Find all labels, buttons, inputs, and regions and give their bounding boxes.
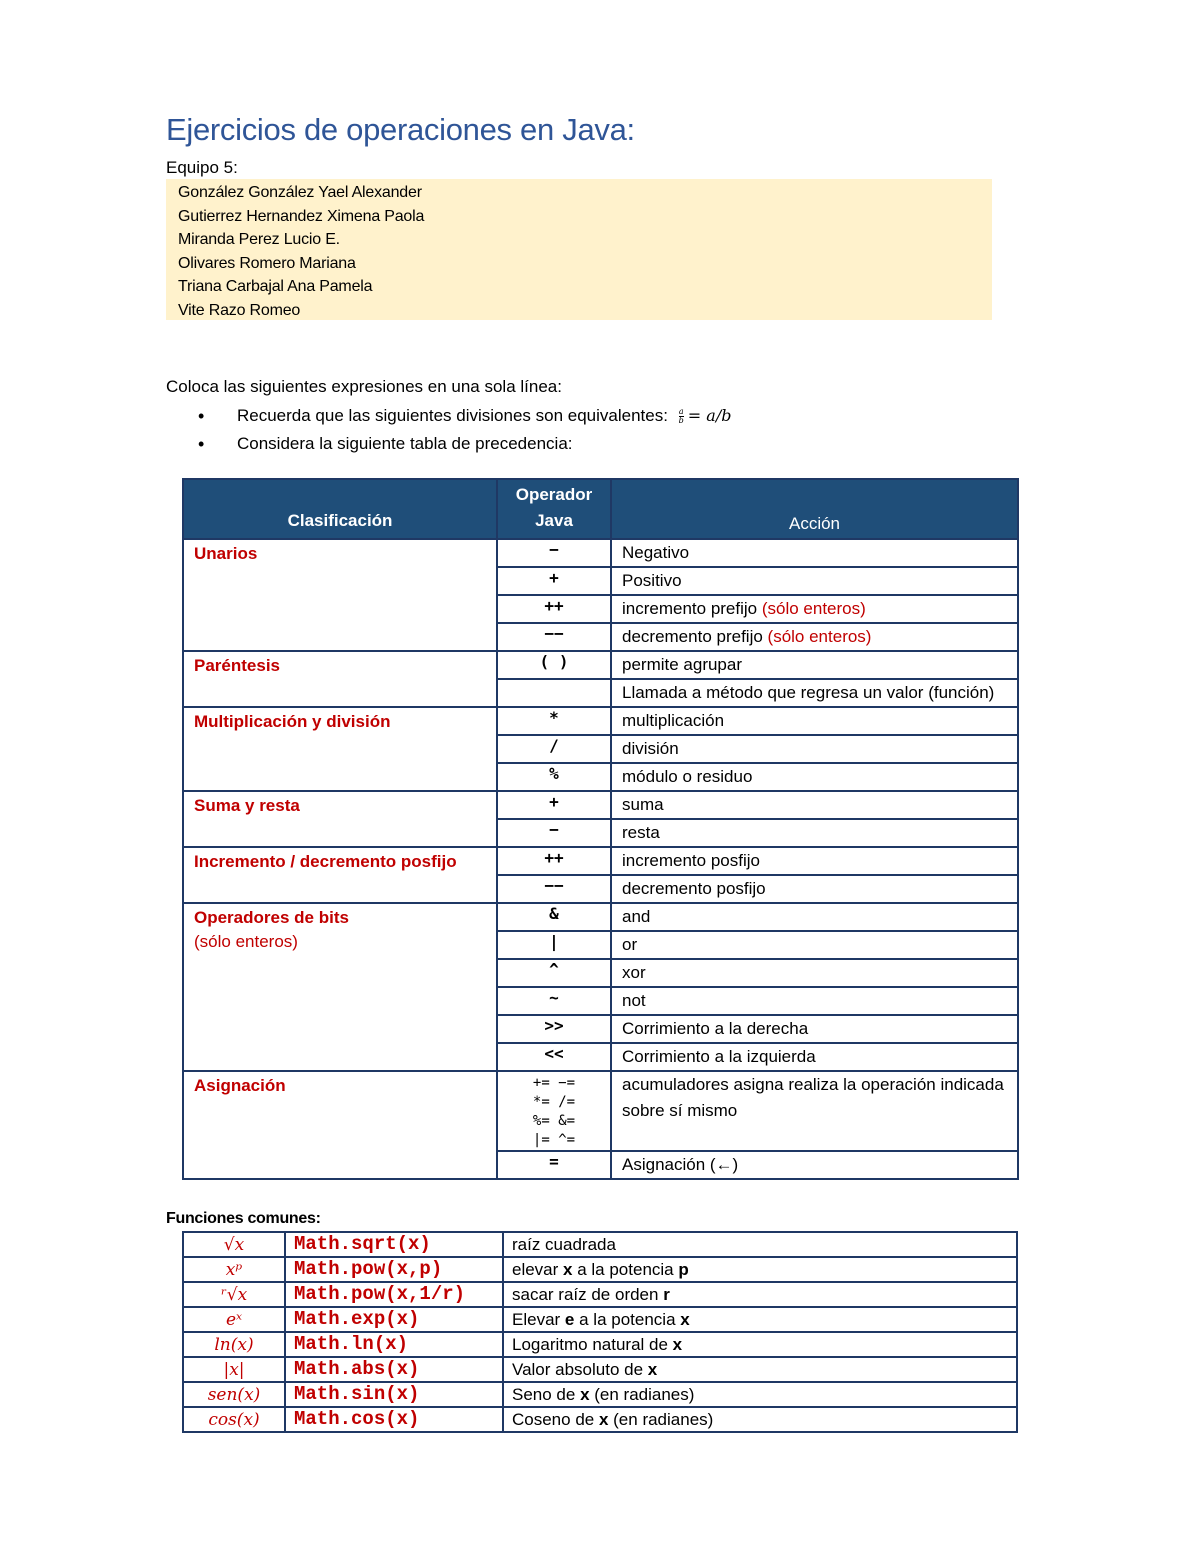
function-row <box>183 1282 1017 1307</box>
classification-cell <box>183 791 497 847</box>
precedence-row <box>183 791 1018 819</box>
action-text: suma <box>622 795 664 814</box>
action-cell <box>611 651 1018 679</box>
action-text: Negativo <box>622 543 690 562</box>
operator-cell: = <box>497 1151 611 1179</box>
math-symbol: eˣ <box>183 1307 285 1332</box>
action-text: xor <box>622 963 646 982</box>
action-text: módulo o residuo <box>622 767 753 786</box>
classification-name: Multiplicación y división <box>194 712 391 731</box>
team-member: Gutierrez Hernandez Ximena Paola <box>178 207 425 225</box>
fraction-numerator: a <box>678 407 684 417</box>
header-clasificacion: Clasificación <box>183 479 497 539</box>
description-text: Coseno de <box>512 1409 599 1429</box>
operator-cell: << <box>497 1043 611 1071</box>
action-text: Llamada a método que regresa un valor (función) <box>622 683 995 702</box>
java-code: Math.ln(x) <box>285 1332 503 1357</box>
action-cell <box>611 1015 1018 1043</box>
action-cell <box>611 679 1018 707</box>
action-cell <box>611 707 1018 735</box>
operator-cell: −− <box>497 623 611 651</box>
function-description <box>503 1282 1017 1307</box>
action-text: división <box>622 739 679 758</box>
description-text: (en radianes) <box>589 1384 695 1404</box>
action-cell <box>611 1151 1018 1179</box>
action-cell <box>611 987 1018 1015</box>
function-description <box>503 1257 1017 1282</box>
precedence-row <box>183 539 1018 567</box>
java-code: Math.abs(x) <box>285 1357 503 1382</box>
team-member: Vite Razo Romeo <box>178 301 301 319</box>
operator-line: += −= <box>532 1075 576 1091</box>
team-members-box <box>166 179 992 320</box>
description-text: Seno de <box>512 1384 581 1404</box>
classification-cell <box>183 539 497 651</box>
operator-cell: ~ <box>497 987 611 1015</box>
description-text: raíz cuadrada <box>512 1234 616 1254</box>
action-text: resta <box>622 823 660 842</box>
action-cell <box>611 1043 1018 1071</box>
team-member: Triana Carbajal Ana Pamela <box>178 278 373 295</box>
action-cell <box>611 539 1018 567</box>
team-member: González González Yael Alexander <box>178 184 422 201</box>
instructions-list <box>198 402 731 458</box>
operator-cell: −− <box>497 875 611 903</box>
operator-cell: − <box>497 539 611 567</box>
bullet-text: Recuerda que las siguientes divisiones son equivalentes: <box>237 406 668 425</box>
operator-cell <box>497 679 611 707</box>
description-variable: x <box>580 1384 590 1404</box>
action-cell <box>611 931 1018 959</box>
action-text: Corrimiento a la izquierda <box>622 1047 816 1066</box>
action-cell <box>611 595 1018 623</box>
operator-cell: + <box>497 791 611 819</box>
description-variable: r <box>663 1284 670 1304</box>
description-text: Logaritmo natural de <box>512 1334 673 1354</box>
math-symbol: sen(x) <box>183 1382 285 1407</box>
bullet-precedence: • Considera la siguiente tabla de precedencia: <box>198 430 731 458</box>
action-cell <box>611 819 1018 847</box>
classification-cell <box>183 651 497 707</box>
operator-cell <box>497 1071 611 1151</box>
function-row <box>183 1407 1017 1432</box>
java-code: Math.pow(x,1/r) <box>285 1282 503 1307</box>
description-text: a la potencia <box>572 1259 679 1279</box>
page-title: Ejercicios de operaciones en Java: <box>166 112 635 147</box>
classification-cell <box>183 847 497 903</box>
functions-table <box>182 1231 1018 1433</box>
action-cell <box>611 875 1018 903</box>
operator-line: *= /= <box>532 1094 576 1110</box>
description-variable: x <box>672 1334 683 1354</box>
java-code: Math.pow(x,p) <box>285 1257 503 1282</box>
math-symbol: |x| <box>183 1357 285 1382</box>
fraction-denominator: b <box>678 416 684 426</box>
operator-cell: + <box>497 567 611 595</box>
header-accion: Acción <box>611 479 1018 539</box>
precedence-row <box>183 651 1018 679</box>
function-row <box>183 1357 1017 1382</box>
math-symbol: ln(x) <box>183 1332 285 1357</box>
java-code: Math.sqrt(x) <box>285 1232 503 1257</box>
description-variable: x <box>598 1409 609 1429</box>
function-row <box>183 1332 1017 1357</box>
function-row <box>183 1307 1017 1332</box>
action-text: not <box>622 991 646 1010</box>
classification-cell <box>183 1071 497 1179</box>
action-cell <box>611 735 1018 763</box>
action-text: or <box>622 935 638 954</box>
function-description <box>503 1332 1017 1357</box>
action-cell <box>611 763 1018 791</box>
java-code: Math.cos(x) <box>285 1407 503 1432</box>
function-description <box>503 1357 1017 1382</box>
description-variable: x <box>563 1259 573 1279</box>
function-row <box>183 1382 1017 1407</box>
bullet-division <box>198 402 731 430</box>
operator-cell: ^ <box>497 959 611 987</box>
operator-cell: / <box>497 735 611 763</box>
functions-body <box>183 1232 1017 1432</box>
action-cell <box>611 959 1018 987</box>
classification-name: Unarios <box>194 544 258 563</box>
operator-cell: * <box>497 707 611 735</box>
classification-cell <box>183 903 497 1071</box>
operator-cell: ( ) <box>497 651 611 679</box>
precedence-row <box>183 1071 1018 1151</box>
action-text: incremento posfijo <box>622 851 760 870</box>
team-member: Miranda Perez Lucio E. <box>178 231 340 248</box>
action-cell <box>611 903 1018 931</box>
precedence-table <box>182 478 1019 1180</box>
header-operador-line2: Java <box>535 511 573 530</box>
action-cell <box>611 567 1018 595</box>
classification-name: Paréntesis <box>194 656 280 675</box>
operator-cell: − <box>497 819 611 847</box>
functions-label: Funciones comunes: <box>166 1210 321 1227</box>
classification-note: (sólo enteros) <box>194 932 298 951</box>
team-member: Olivares Romero Mariana <box>178 254 356 272</box>
action-text: Corrimiento a la derecha <box>622 1019 809 1038</box>
precedence-row <box>183 707 1018 735</box>
classification-name: Operadores de bits <box>194 908 349 927</box>
action-text: Positivo <box>622 571 682 590</box>
function-description <box>503 1382 1017 1407</box>
description-text: (en radianes) <box>608 1409 714 1429</box>
precedence-body <box>183 539 1018 1179</box>
action-note: (sólo enteros) <box>767 627 872 646</box>
action-text: acumuladores asigna realiza la operación indicada sobre sí mismo <box>622 1075 1004 1120</box>
function-description <box>503 1232 1017 1257</box>
action-text: decremento posfijo <box>622 879 766 898</box>
operator-cell: % <box>497 763 611 791</box>
operator-line: |= ^= <box>532 1132 576 1148</box>
operator-line: %= &= <box>532 1113 576 1129</box>
classification-name: Incremento / decremento posfijo <box>194 852 457 871</box>
instructions-text: Coloca las siguientes expresiones en una sola línea: <box>166 377 562 396</box>
function-description <box>503 1307 1017 1332</box>
action-cell <box>611 791 1018 819</box>
precedence-row <box>183 903 1018 931</box>
description-text: a la potencia <box>574 1309 681 1329</box>
precedence-row <box>183 847 1018 875</box>
math-symbol: cos(x) <box>183 1407 285 1432</box>
classification-name: Suma y resta <box>194 796 300 815</box>
action-text: Asignación (←) <box>622 1155 739 1174</box>
action-text: and <box>622 907 651 926</box>
description-variable: p <box>678 1259 689 1279</box>
team-label: Equipo 5: <box>166 158 238 177</box>
division-formula: = a/b <box>687 406 732 425</box>
action-cell <box>611 847 1018 875</box>
operator-cell: >> <box>497 1015 611 1043</box>
description-text: elevar <box>512 1259 564 1279</box>
action-text: decremento prefijo <box>622 627 768 646</box>
header-operador <box>497 479 611 539</box>
operator-cell: ++ <box>497 847 611 875</box>
action-text: incremento prefijo <box>622 599 762 618</box>
description-variable: e <box>564 1309 575 1329</box>
operator-cell: ++ <box>497 595 611 623</box>
java-code: Math.sin(x) <box>285 1382 503 1407</box>
description-variable: x <box>647 1359 658 1379</box>
operator-cell: | <box>497 931 611 959</box>
math-symbol: √x <box>183 1232 285 1257</box>
function-row <box>183 1257 1017 1282</box>
action-text: multiplicación <box>622 711 725 730</box>
operator-cell: & <box>497 903 611 931</box>
action-cell <box>611 1071 1018 1151</box>
function-row <box>183 1232 1017 1257</box>
function-description <box>503 1407 1017 1432</box>
classification-cell <box>183 707 497 791</box>
header-operador-line1: Operador <box>515 485 593 504</box>
classification-name: Asignación <box>194 1076 286 1095</box>
description-variable: x <box>680 1309 690 1329</box>
java-code: Math.exp(x) <box>285 1307 503 1332</box>
description-text: Valor absoluto de <box>512 1359 648 1379</box>
fraction-formula <box>679 408 684 425</box>
description-text: sacar raíz de orden <box>512 1284 664 1304</box>
math-symbol: ʳ√x <box>183 1282 285 1307</box>
action-note: (sólo enteros) <box>761 599 866 618</box>
action-text: permite agrupar <box>622 655 743 674</box>
action-cell <box>611 623 1018 651</box>
description-text: Elevar <box>512 1309 565 1329</box>
math-symbol: xᵖ <box>183 1257 285 1282</box>
